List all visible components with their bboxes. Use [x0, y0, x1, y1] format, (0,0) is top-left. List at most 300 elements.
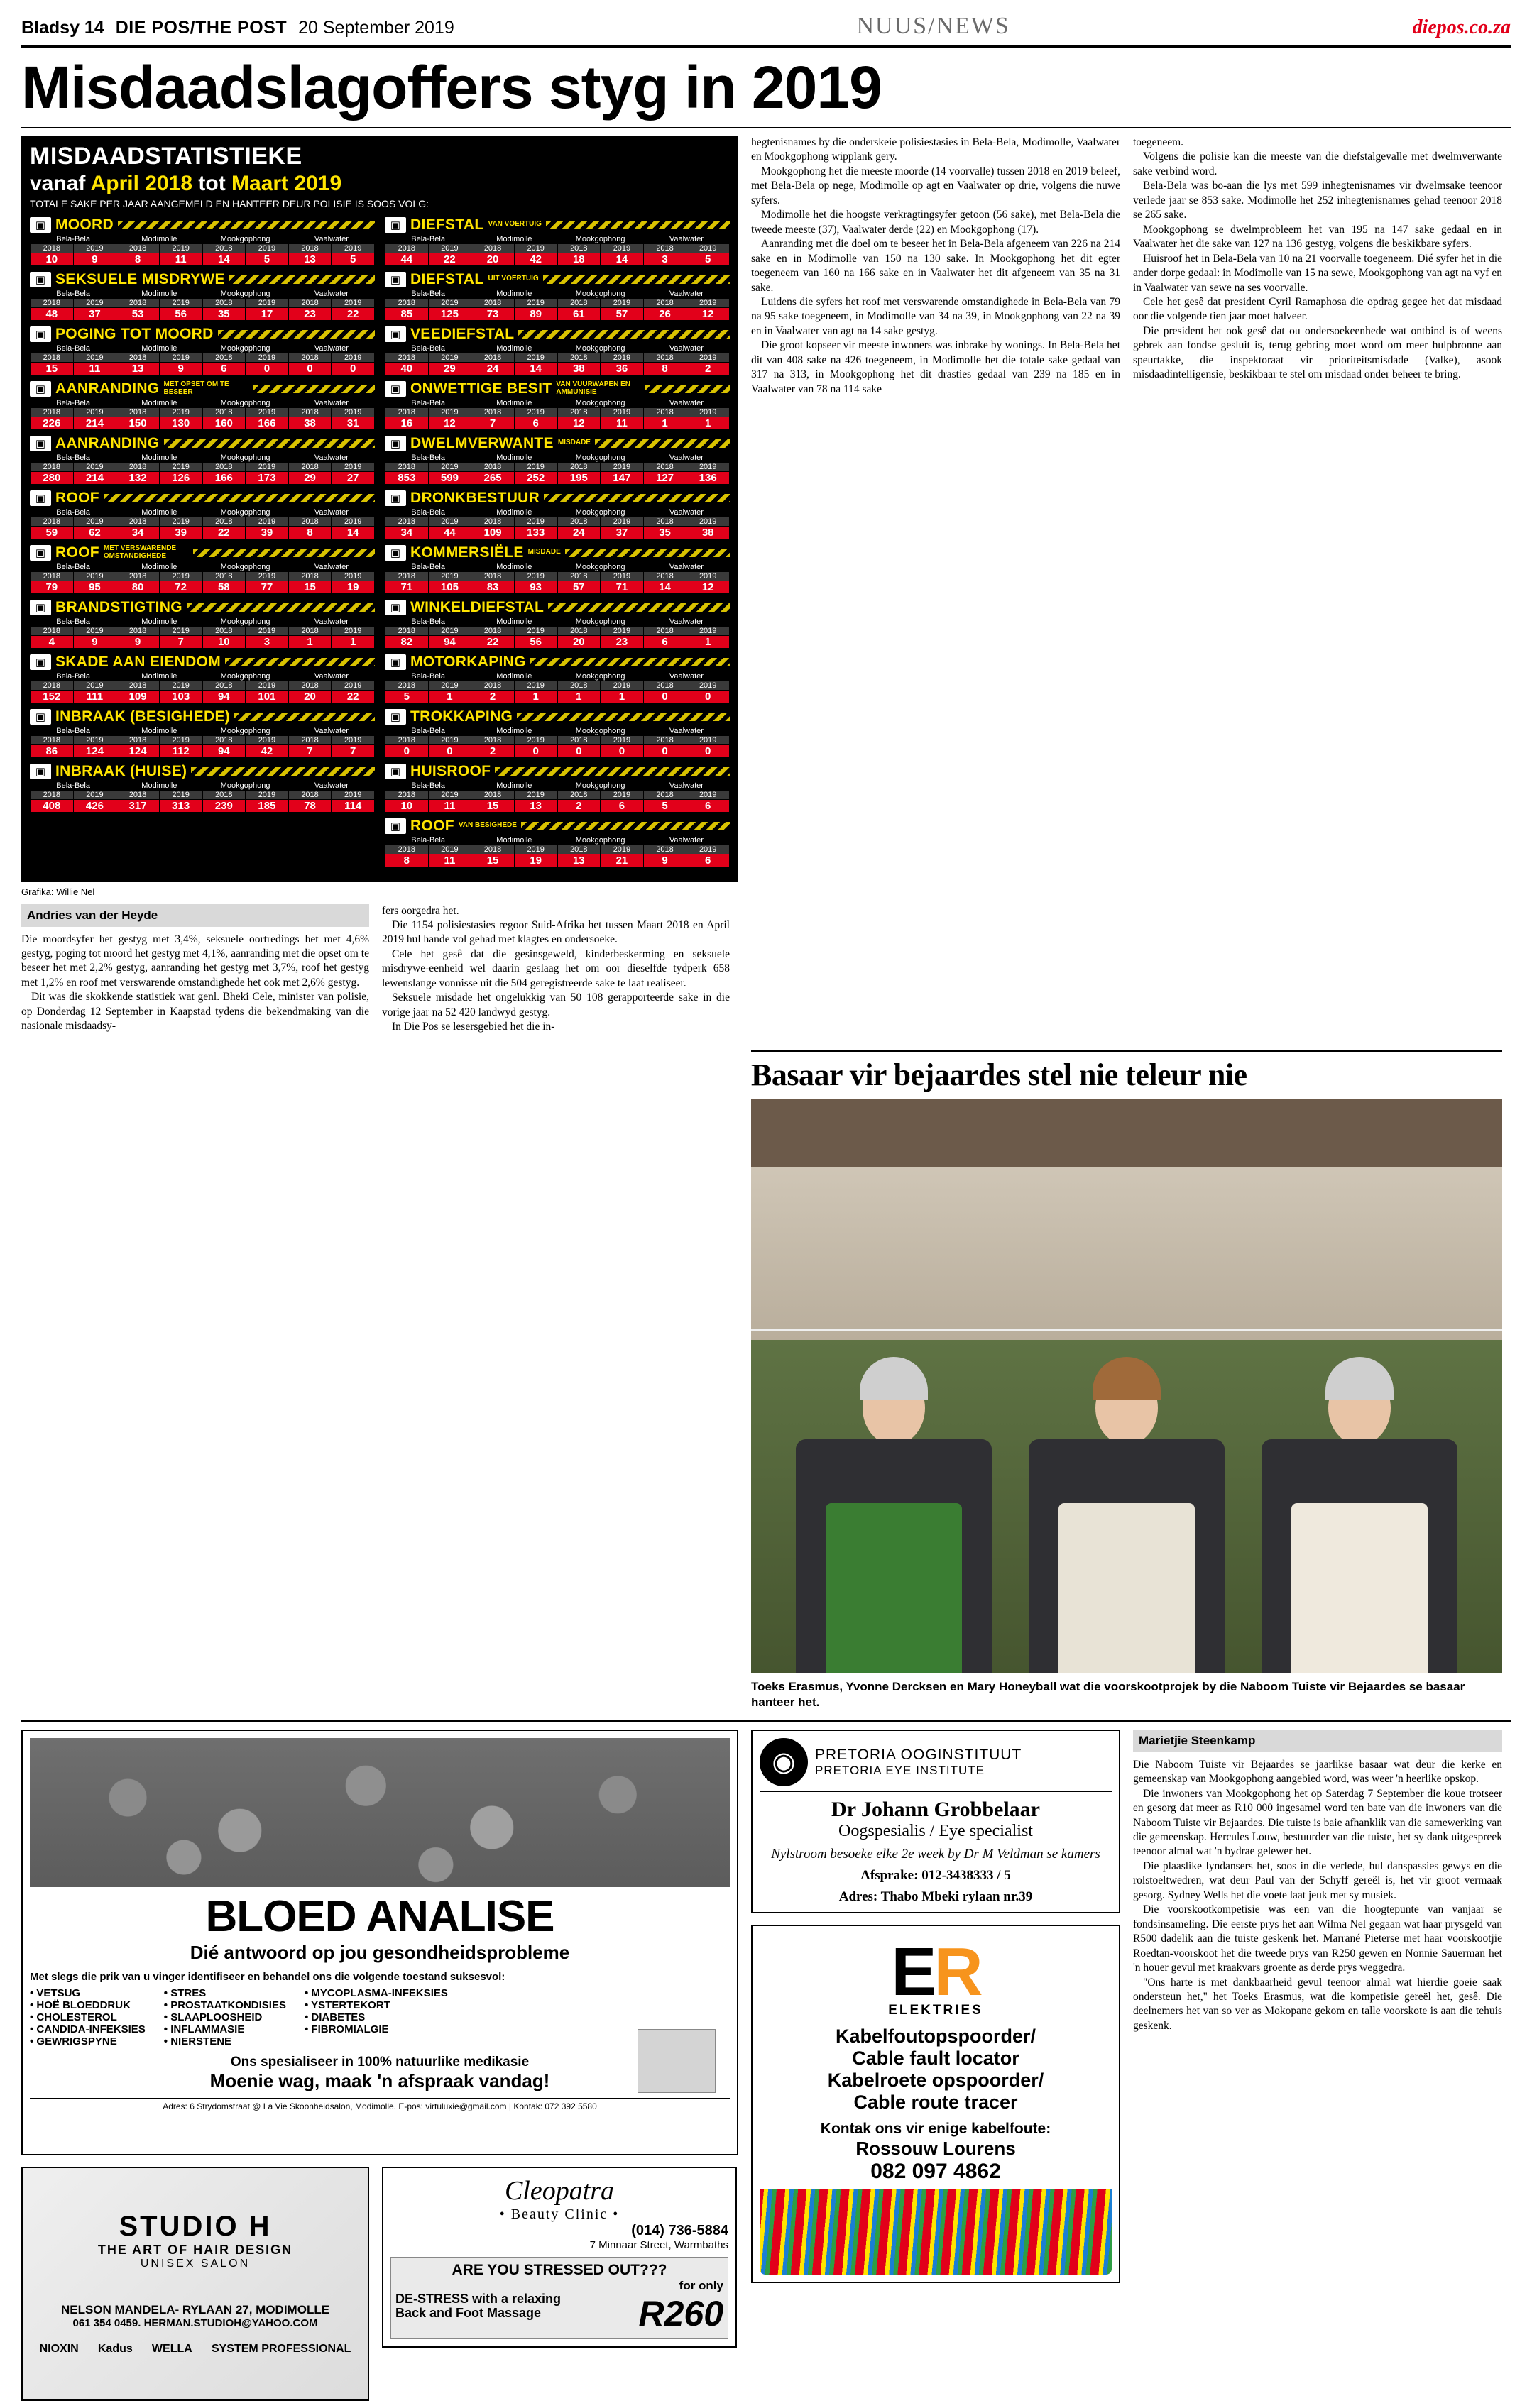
year-label: 2019: [601, 845, 644, 854]
year-label: 2019: [73, 571, 116, 581]
value-cell: 38: [288, 417, 332, 429]
year-label: 2019: [246, 353, 289, 362]
year-label: 2018: [643, 243, 686, 253]
doctor-name: Dr Johann Grobbelaar: [831, 1797, 1040, 1821]
place-label: Modimolle: [141, 671, 177, 681]
year-label: 2019: [428, 517, 471, 526]
value-cell: 79: [31, 581, 74, 593]
value-cell: 62: [73, 526, 116, 539]
chevron-stripe: [191, 767, 375, 776]
year-label: 2018: [202, 735, 246, 744]
year-label: 2018: [557, 298, 601, 307]
year-label: 2019: [686, 845, 730, 854]
category-sublabel: MET OPSET OM TE BESEER: [163, 380, 229, 396]
photo-person-middle: [1029, 1357, 1224, 1673]
place-label: Bela-Bela: [56, 507, 90, 517]
house-icon: ▣: [30, 764, 51, 779]
values-row: [385, 690, 730, 703]
values-row: [385, 471, 730, 484]
place-label: Modimolle: [141, 507, 177, 517]
ad-bloed-analise[interactable]: [21, 1730, 738, 2155]
year-label: 2019: [73, 298, 116, 307]
value-cell: 23: [601, 635, 644, 648]
studio-address: NELSON MANDELA- RYLAAN 27, MODIMOLLE: [60, 2302, 330, 2316]
value-cell: 0: [385, 744, 429, 757]
year-label: 2019: [514, 845, 557, 854]
crime-category: [385, 818, 730, 867]
place-label: Mookgophong: [220, 343, 270, 353]
value-cell: 103: [159, 690, 202, 703]
value-cell: 29: [288, 471, 332, 484]
year-label: 2018: [643, 571, 686, 581]
place-label: Modimolle: [141, 289, 177, 298]
year-label: 2019: [514, 298, 557, 307]
fist-icon: ▣: [30, 436, 51, 451]
year-label: 2018: [288, 571, 332, 581]
place-label: Modimolle: [496, 671, 532, 681]
place-label: Vaalwater: [669, 398, 704, 407]
cart-icon: ▣: [385, 600, 406, 615]
category-table: [30, 235, 375, 266]
headline-rule: [21, 127, 1511, 128]
year-label: 2018: [471, 407, 515, 417]
year-label: 2018: [116, 681, 160, 690]
year-label: 2019: [73, 462, 116, 471]
institute-name-en: PRETORIA EYE INSTITUTE: [815, 1763, 985, 1777]
years-row: [385, 243, 730, 253]
crime-category: [30, 216, 375, 266]
ad-title: BLOED ANALISE: [205, 1891, 554, 1941]
category-sublabel: MISDADE: [557, 439, 591, 447]
value-cell: 5: [332, 253, 375, 265]
category-table: [30, 453, 375, 485]
place-label: Mookgophong: [575, 835, 625, 845]
place-label: Mookgophong: [220, 398, 270, 407]
year-label: 2019: [601, 353, 644, 362]
category-sublabel: VAN VOERTUIG: [488, 220, 542, 229]
value-cell: 853: [385, 471, 429, 484]
year-label: 2018: [202, 243, 246, 253]
year-label: 2018: [557, 462, 601, 471]
year-label: 2019: [73, 407, 116, 417]
website-url[interactable]: diepos.co.za: [1412, 16, 1511, 38]
doctor-specialty: Oogspesialis / Eye specialist: [838, 1821, 1033, 1840]
value-cell: 0: [514, 744, 557, 757]
studio-line-2: UNISEX SALON: [140, 2257, 251, 2270]
years-row: [31, 735, 375, 744]
places-row: [31, 508, 375, 517]
place-label: Modimolle: [141, 234, 177, 243]
ad-studio-h[interactable]: [21, 2167, 369, 2401]
category-label: WINKELDIEFSTAL: [410, 598, 545, 615]
cleopatra-question: ARE YOU STRESSED OUT???: [452, 2261, 667, 2278]
place-label: Mookgophong: [220, 453, 270, 462]
article-column-1: [21, 933, 369, 1034]
category-label: ROOF: [55, 544, 99, 561]
er-service-line: Cable fault locator: [852, 2047, 1019, 2069]
year-label: 2018: [557, 845, 601, 854]
value-cell: 265: [471, 471, 515, 484]
paragraph: Luidens die syfers het roof met verswarende omstandighede in Bela-Bela van 79 na 95 sake toegeneem, in Modimolle van 34 na 39, in Mookgophong van 22 na 39 en in Vaalwater van agt na 14 sake gestyg.: [751, 295, 1120, 337]
value-cell: 105: [428, 581, 471, 593]
crime-category: [385, 435, 730, 485]
value-cell: 11: [159, 253, 202, 265]
value-cell: 4: [31, 635, 74, 648]
place-label: Modimolle: [141, 343, 177, 353]
place-label: Vaalwater: [669, 671, 704, 681]
values-row: [31, 526, 375, 539]
place-label: Vaalwater: [669, 453, 704, 462]
category-sublabel: VAN VUURWAPEN EN AMMUNISIE: [556, 380, 630, 396]
paragraph: Cele het gesê dat die gesinsgeweld, kinderbeskerming en seksuele misdrywe-eenheid wel daarin geslaag het om oor dieselfde tydperk 658 lewenslange vonnisse uit die 504 geregistreerde sake te laat realiseer.: [382, 947, 730, 989]
category-sublabel: VAN BESIGHEDE: [458, 821, 517, 830]
ad-list-item: • PROSTAATKONDISIES: [164, 1999, 286, 2011]
value-cell: 147: [601, 471, 644, 484]
crime-category: [30, 763, 375, 813]
year-label: 2019: [601, 790, 644, 799]
paper-name: DIE POS/THE POST: [115, 18, 288, 38]
category-label: MOORD: [55, 216, 114, 233]
paragraph: fers oorgedra het.: [382, 904, 459, 917]
year-label: 2018: [202, 517, 246, 526]
value-cell: 37: [601, 526, 644, 539]
value-cell: 44: [428, 526, 471, 539]
year-label: 2019: [601, 735, 644, 744]
year-label: 2019: [428, 790, 471, 799]
places-row: [385, 672, 730, 681]
cleopatra-tel[interactable]: (014) 736-5884: [631, 2222, 728, 2238]
value-cell: 280: [31, 471, 74, 484]
year-label: 2018: [471, 298, 515, 307]
value-cell: 22: [332, 690, 375, 703]
value-cell: 19: [332, 581, 375, 593]
paragraph: Mookgophong het die meeste moorde (14 voorvalle) tussen 2018 en 2019 beleef, met Bela-Bela op nege, Modimolle op agt en Vaalwater op drie, volgens die nuwe syfers.: [751, 165, 1120, 207]
year-label: 2019: [514, 407, 557, 417]
year-label: 2018: [31, 681, 74, 690]
basaar-photo: [751, 1099, 1502, 1673]
year-label: 2019: [428, 571, 471, 581]
year-label: 2018: [288, 298, 332, 307]
year-label: 2019: [332, 407, 375, 417]
year-label: 2019: [686, 790, 730, 799]
value-cell: 1: [514, 690, 557, 703]
value-cell: 127: [643, 471, 686, 484]
category-table: [385, 836, 730, 867]
year-label: 2019: [246, 407, 289, 417]
place-label: Mookgophong: [575, 343, 625, 353]
years-row: [31, 298, 375, 307]
photo-washing-line: [751, 1329, 1502, 1331]
category-label: ONWETTIGE BESIT: [410, 380, 552, 397]
issue-date: 20 September 2019: [298, 18, 454, 38]
basaar-body: [1133, 1758, 1502, 2034]
year-label: 2018: [288, 353, 332, 362]
value-cell: 14: [601, 253, 644, 265]
value-cell: 22: [202, 526, 246, 539]
value-cell: 7: [159, 635, 202, 648]
cleopatra-price: R260: [638, 2293, 723, 2333]
ad-list-1: [30, 1987, 146, 2047]
year-label: 2019: [686, 681, 730, 690]
place-label: Vaalwater: [669, 617, 704, 626]
year-label: 2018: [116, 243, 160, 253]
place-label: Vaalwater: [669, 507, 704, 517]
year-label: 2019: [686, 571, 730, 581]
place-label: Bela-Bela: [411, 781, 445, 790]
value-cell: 11: [73, 362, 116, 375]
value-cell: 35: [643, 526, 686, 539]
visit-info: Nylstroom besoeke elke 2e week by Dr M Veldman se kamers: [771, 1846, 1100, 1862]
chevron-stripe: [229, 275, 375, 284]
category-table: [385, 617, 730, 649]
year-label: 2019: [332, 517, 375, 526]
value-cell: 13: [116, 362, 160, 375]
category-label: DRONKBESTUUR: [410, 489, 540, 506]
brand-logo: NIOXIN: [39, 2342, 79, 2355]
place-label: Mookgophong: [575, 671, 625, 681]
category-label: HUISROOF: [410, 762, 491, 779]
place-label: Vaalwater: [314, 781, 349, 790]
year-label: 2018: [471, 845, 515, 854]
year-label: 2019: [514, 517, 557, 526]
places-row: [31, 235, 375, 244]
ad-pretoria-eye-institute[interactable]: [751, 1730, 1120, 1913]
category-label: ROOF: [410, 817, 454, 834]
year-label: 2019: [428, 681, 471, 690]
year-label: 2019: [601, 681, 644, 690]
category-label: INBRAAK (HUISE): [55, 762, 187, 779]
paragraph: Seksuele misdade het ongelukkig van 50 108 gerapporteerde sake in die vorige jaar na 52 420 landwyd gestyg.: [382, 991, 730, 1018]
year-label: 2018: [471, 353, 515, 362]
paragraph: Modimolle het die hoogste verkragtingsyfer getoon (56 sake), met Bela-Bela die tweede meeste (37), Vaalwater derde (22) en Mookgophong (17).: [751, 209, 1120, 236]
value-cell: 125: [428, 307, 471, 320]
year-label: 2018: [31, 571, 74, 581]
value-cell: 5: [643, 799, 686, 812]
stats-column: [21, 136, 738, 1035]
places-row: [31, 672, 375, 681]
place-label: Vaalwater: [669, 835, 704, 845]
crime-category: [385, 599, 730, 649]
value-cell: 12: [686, 307, 730, 320]
years-row: [31, 407, 375, 417]
car-icon: ▣: [385, 272, 406, 287]
value-cell: 2: [471, 690, 515, 703]
year-label: 2019: [332, 298, 375, 307]
places-row: [385, 453, 730, 463]
place-label: Mookgophong: [575, 617, 625, 626]
place-label: Mookgophong: [220, 781, 270, 790]
value-cell: 22: [428, 253, 471, 265]
value-cell: 13: [514, 799, 557, 812]
stats-note: TOTALE SAKE PER JAAR AANGEMELD EN HANTEER DEUR POLISIE IS SOOS VOLG:: [30, 198, 429, 209]
chevron-stripe: [544, 494, 730, 502]
year-label: 2019: [246, 517, 289, 526]
knife-icon: ▣: [30, 326, 51, 342]
value-cell: 57: [557, 581, 601, 593]
ad-er-elektries[interactable]: [751, 1925, 1120, 2283]
category-label: ROOF: [55, 489, 99, 506]
value-cell: 133: [514, 526, 557, 539]
place-label: Modimolle: [496, 617, 532, 626]
ad-cleopatra[interactable]: [382, 2167, 737, 2348]
value-cell: 22: [332, 307, 375, 320]
cow-icon: ▣: [385, 326, 406, 342]
value-cell: 8: [385, 854, 429, 867]
value-cell: 1: [428, 690, 471, 703]
category-label: KOMMERSIËLE: [410, 544, 524, 561]
place-label: Modimolle: [141, 617, 177, 626]
place-label: Bela-Bela: [411, 453, 445, 462]
value-cell: 132: [116, 471, 160, 484]
values-row: [31, 253, 375, 265]
year-label: 2018: [202, 790, 246, 799]
value-cell: 11: [428, 799, 471, 812]
place-label: Bela-Bela: [411, 289, 445, 298]
article-column-2: [382, 904, 730, 1035]
place-label: Modimolle: [496, 835, 532, 845]
value-cell: 9: [159, 362, 202, 375]
value-cell: 150: [116, 417, 160, 429]
ad-subtitle: Dié antwoord op jou gesondheidsprobleme: [190, 1941, 570, 1963]
category-table: [30, 781, 375, 813]
studio-name: STUDIO H: [119, 2210, 272, 2242]
chevron-stripe: [193, 549, 375, 557]
value-cell: 109: [116, 690, 160, 703]
year-label: 2018: [471, 790, 515, 799]
value-cell: 0: [557, 744, 601, 757]
year-label: 2019: [159, 790, 202, 799]
category-table: [30, 344, 375, 375]
value-cell: 152: [31, 690, 74, 703]
value-cell: 34: [116, 526, 160, 539]
year-label: 2019: [246, 298, 289, 307]
value-cell: 72: [159, 581, 202, 593]
paragraph: Bela-Bela was bo-aan die lys met 599 inhegtenisnames vir dwelmsake teenoor verlede jaar se 853 sake. Modimolle het 252 inhegtenisnames gehad teenoor 2018 se 265 sake.: [1133, 180, 1502, 221]
value-cell: 9: [73, 253, 116, 265]
category-table: [385, 235, 730, 266]
place-label: Mookgophong: [575, 562, 625, 571]
year-label: 2018: [31, 462, 74, 471]
period-prefix: vanaf: [30, 172, 86, 195]
paragraph: In Die Pos se lesersgebied het die in-: [392, 1021, 555, 1033]
ad-foot-1: Ons spesialiseer in 100% natuurlike medikasie: [230, 2054, 530, 2069]
year-label: 2019: [332, 735, 375, 744]
category-label: TROKKAPING: [410, 708, 513, 725]
place-label: Vaalwater: [314, 398, 349, 407]
year-label: 2019: [428, 462, 471, 471]
crime-category: [30, 544, 375, 594]
er-service-line: Cable route tracer: [853, 2091, 1018, 2113]
category-table: [385, 453, 730, 485]
year-label: 2019: [159, 462, 202, 471]
value-cell: 15: [288, 581, 332, 593]
value-cell: 93: [514, 581, 557, 593]
value-cell: 1: [686, 417, 730, 429]
ads-rule: [21, 1720, 1511, 1722]
years-row: [31, 243, 375, 253]
year-label: 2018: [31, 298, 74, 307]
value-cell: 599: [428, 471, 471, 484]
crime-category: [30, 654, 375, 703]
year-label: 2018: [385, 462, 429, 471]
chevron-stripe: [645, 385, 730, 393]
year-label: 2018: [557, 735, 601, 744]
year-label: 2019: [601, 626, 644, 635]
studio-line-1: THE ART OF HAIR DESIGN: [97, 2242, 293, 2257]
year-label: 2018: [385, 298, 429, 307]
basaar-byline: Marietjie Steenkamp: [1133, 1730, 1502, 1752]
year-label: 2018: [643, 845, 686, 854]
value-cell: 38: [557, 362, 601, 375]
value-cell: 12: [686, 581, 730, 593]
paragraph: Die Naboom Tuiste vir Bejaardes se jaarlikse basaar wat deur die kerke en gemeenskap van Mookgophong aangebied word, was weer 'n heerlike opskop.: [1133, 1758, 1502, 1786]
value-cell: 173: [246, 471, 289, 484]
year-label: 2019: [686, 298, 730, 307]
years-row: [385, 790, 730, 799]
value-cell: 0: [686, 690, 730, 703]
value-cell: 9: [116, 635, 160, 648]
studio-contact[interactable]: 061 354 0459. HERMAN.STUDIOH@YAHOO.COM: [72, 2316, 318, 2329]
paragraph: Mookgophong se dwelmprobleem het van 195 na 147 sake gedaal en in Vaalwater het die sake van 127 na 136 gestyg, volgens die beskikbare syfers.: [1133, 223, 1502, 251]
category-label: DWELMVERWANTE: [410, 434, 554, 451]
category-table: [30, 508, 375, 539]
chevron-stripe: [543, 275, 730, 284]
value-cell: 20: [288, 690, 332, 703]
chevron-stripe: [521, 822, 730, 830]
ad-list-item: • FIBROMIALGIE: [305, 2023, 448, 2035]
year-label: 2018: [643, 407, 686, 417]
place-label: Vaalwater: [669, 562, 704, 571]
value-cell: 114: [332, 799, 375, 812]
values-row: [385, 635, 730, 648]
value-cell: 12: [428, 417, 471, 429]
value-cell: 239: [202, 799, 246, 812]
value-cell: 13: [557, 854, 601, 867]
basaar-heading: Basaar vir bejaardes stel nie teleur nie: [751, 1057, 1247, 1092]
value-cell: 185: [246, 799, 289, 812]
years-row: [385, 353, 730, 362]
chevron-stripe: [225, 658, 375, 666]
place-label: Mookgophong: [575, 507, 625, 517]
value-cell: 78: [288, 799, 332, 812]
ad-list-item: • CHOLESTEROL: [30, 2011, 146, 2023]
year-label: 2018: [471, 517, 515, 526]
photo-person-left: [796, 1357, 991, 1673]
gun-icon: ▣: [385, 381, 406, 397]
value-cell: 73: [471, 307, 515, 320]
value-cell: 0: [686, 744, 730, 757]
year-label: 2019: [73, 243, 116, 253]
year-label: 2018: [557, 407, 601, 417]
year-label: 2018: [643, 517, 686, 526]
values-row: [385, 744, 730, 757]
ad-contact-line[interactable]: Adres: 6 Strydomstraat @ La Vie Skoonheidsalon, Modimolle. E-pos: virtuluxie@gmail.com | Kontak: 072 392 5580: [30, 2098, 730, 2111]
ad-list-3: [305, 1987, 448, 2047]
paragraph: toegeneem.: [1133, 136, 1184, 148]
institute-name-af: PRETORIA OOGINSTITUUT: [815, 1746, 1022, 1763]
value-cell: 214: [73, 417, 116, 429]
value-cell: 83: [471, 581, 515, 593]
year-label: 2018: [385, 517, 429, 526]
article-column-3-wrap: [751, 136, 1120, 397]
value-cell: 14: [643, 581, 686, 593]
er-contact-tel[interactable]: 082 097 4862: [870, 2159, 1001, 2183]
year-label: 2019: [514, 735, 557, 744]
appointments-line[interactable]: Afsprake: 012-3438333 / 5: [860, 1867, 1011, 1883]
year-label: 2018: [116, 462, 160, 471]
year-label: 2019: [73, 735, 116, 744]
brand-logo: SYSTEM PROFESSIONAL: [211, 2342, 351, 2355]
